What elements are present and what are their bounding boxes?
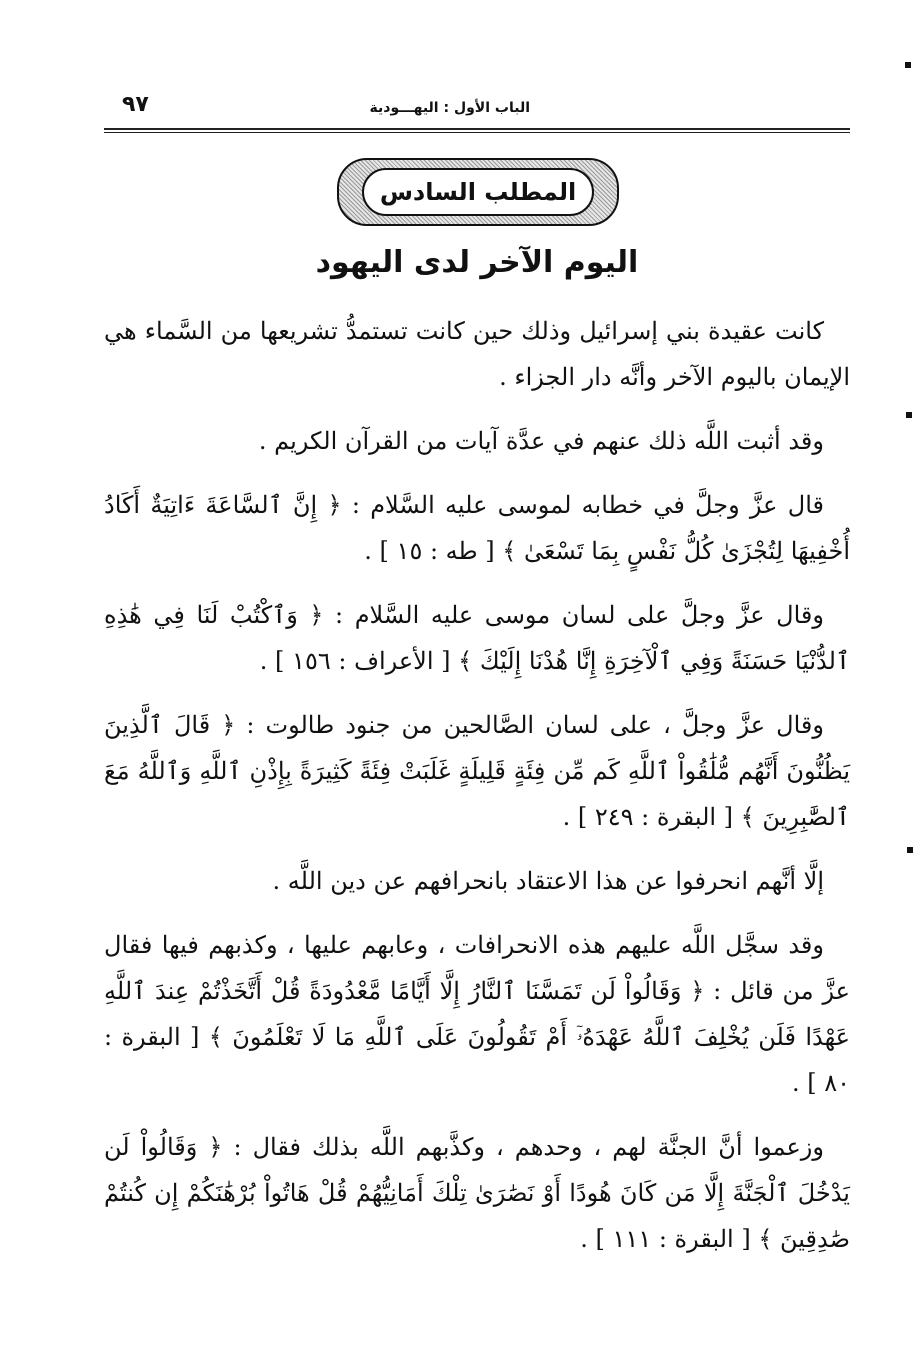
paragraph-8: وزعموا أنَّ الجنَّة لهم ، وحدهم ، وكذَّبهم اللَّه بذلك فقال : ﴿ وَقَالُواْ لَن يَدْخُلَ ٱلْجَنَّةَ إِلَّا مَن كَانَ هُودًا أَوْ نَصَٰرَىٰ تِلْكَ أَمَانِيُّهُمْ قُلْ هَاتُواْ بُرْهَٰنَكُمْ إِن كُنتُمْ صَٰدِقِينَ ﴾ [ البقرة : ١١١ ] . — [104, 1133, 850, 1253]
chapter-title: اليوم الآخر لدى اليهود — [315, 245, 639, 280]
paragraph-2: وقد أثبت اللَّه ذلك عنهم في عدَّة آيات من القرآن الكريم . — [258, 427, 824, 455]
section-heading-inner — [362, 168, 594, 216]
paragraph-3: قال عزَّ وجلَّ في خطابه لموسى عليه السَّلام : ﴿ إِنَّ ٱلسَّاعَةَ ءَاتِيَةٌ أَكَادُ أُخْفِيهَا لِتُجْزَىٰ كُلُّ نَفْسٍ بِمَا تَسْعَىٰ ﴾ [ طه : ١٥ ] . — [104, 491, 850, 565]
body-text — [104, 308, 850, 1278]
paragraph-4: وقال عزَّ وجلَّ على لسان موسى عليه السَّلام : ﴿ وَٱكْتُبْ لَنَا فِي هَٰذِهِ ٱلدُّنْيَا حَسَنَةً وَفِي ٱلْآخِرَةِ إِنَّا هُدْنَا إِلَيْكَ ﴾ [ الأعراف : ١٥٦ ] . — [104, 601, 850, 675]
running-title: الباب الأول : اليهـــودية — [369, 100, 530, 116]
scan-edge-mark — [906, 412, 912, 418]
header-rule — [104, 128, 850, 130]
page-header — [104, 86, 855, 126]
header-rule-thin — [104, 132, 850, 133]
paragraph-5: وقال عزَّ وجلَّ ، على لسان الصَّالحين من جنود طالوت : ﴿ قَالَ ٱلَّذِينَ يَظُنُّونَ أَنَّهُم مُّلَٰقُواْ ٱللَّهِ كَم مِّن فِئَةٍ قَلِيلَةٍ غَلَبَتْ فِئَةً كَثِيرَةً بِإِذْنِ ٱللَّهِ وَٱللَّهُ مَعَ ٱلصَّٰبِرِينَ ﴾ [ البقرة : ٢٤٩ ] . — [104, 711, 850, 831]
section-heading-frame — [337, 158, 619, 226]
paragraph-6: إلَّا أنَّهم انحرفوا عن هذا الاعتقاد بانحرافهم عن دين اللَّه . — [272, 867, 824, 895]
page-number: ٩٧ — [122, 92, 149, 117]
paragraph-7: وقد سجَّل اللَّه عليهم هذه الانحرافات ، وعابهم عليها ، وكذبهم فيها فقال عزَّ من قائل : ﴿ وَقَالُواْ لَن تَمَسَّنَا ٱلنَّارُ إِلَّا أَيَّامًا مَّعْدُودَةً قُلْ أَتَّخَذْتُمْ عِندَ ٱللَّهِ عَهْدًا فَلَن يُخْلِفَ ٱللَّهُ عَهْدَهُۥٓ أَمْ تَقُولُونَ عَلَى ٱللَّهِ مَا لَا تَعْلَمُونَ ﴾ [ البقرة : ٨٠ ] . — [104, 931, 851, 1097]
scan-edge-mark — [905, 62, 911, 68]
section-heading-label: المطلب السادس — [379, 178, 577, 206]
scan-edge-mark — [907, 847, 913, 853]
paragraph-1: كانت عقيدة بني إسرائيل وذلك حين كانت تستمدُّ تشريعها من السَّماء هي الإيمان باليوم الآخر وأنَّه دار الجزاء . — [104, 317, 850, 391]
